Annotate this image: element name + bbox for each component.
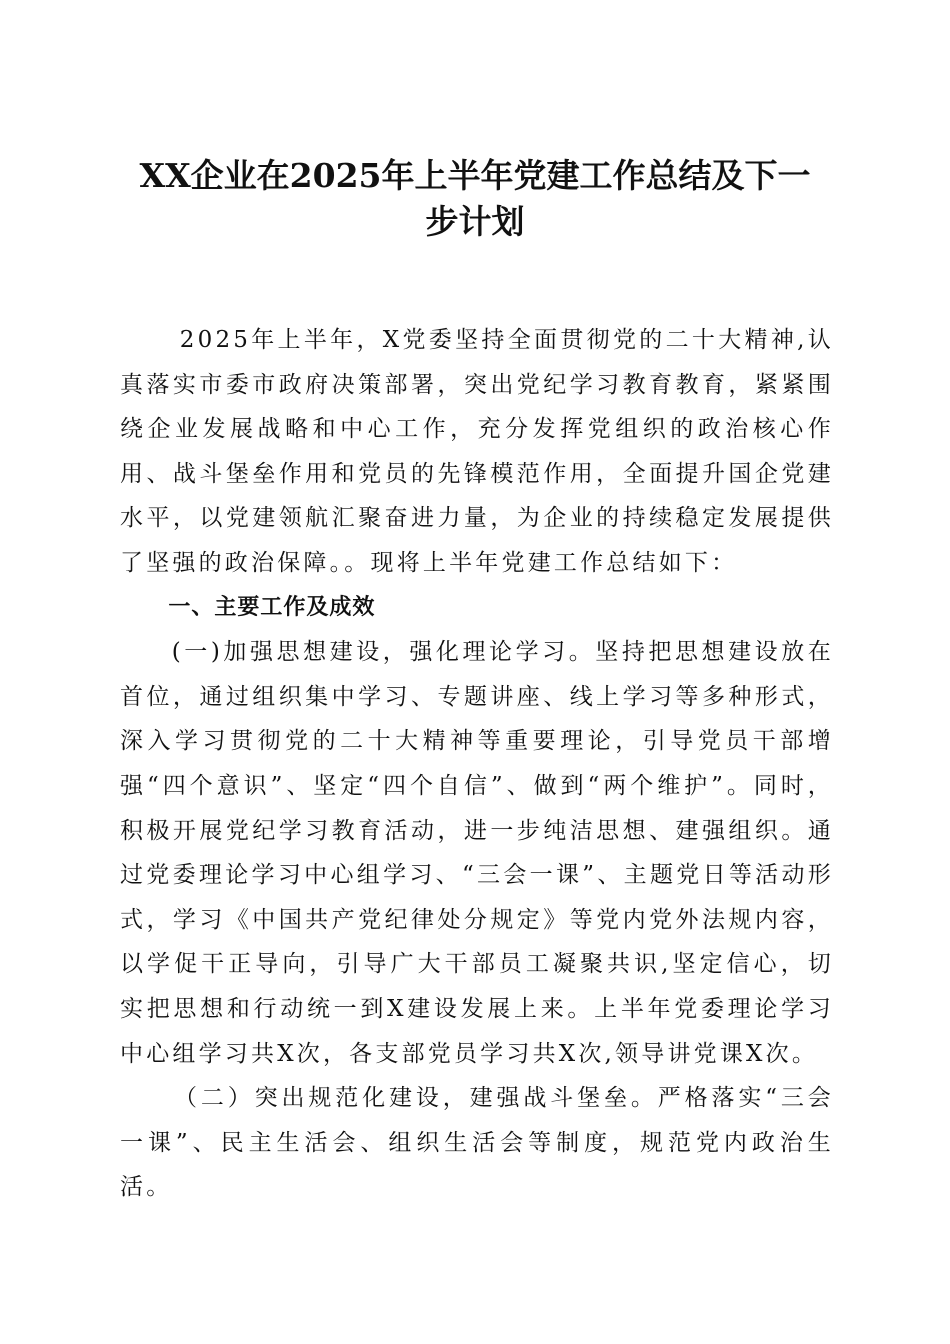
intro-paragraph: 2025年上半年，X党委坚持全面贯彻党的二十大精神,认真落实市委市政府决策部署，突出党纪学习教育教育，紧紧围绕企业发展战略和中心工作，充分发挥党组织的政治核心作用、战斗堡垒作用和党员的先锋模范作用，全面提升国企党建水平，以党建领航汇聚奋进力量，为企业的持续稳定发展提供了坚强的政治保障。。现将上半年党建工作总结如下： xyxy=(120,327,834,576)
document-body xyxy=(120,318,834,1210)
title-line-2: 步计划 xyxy=(425,202,525,241)
title-line-1: XX企业在2025年上半年党建工作总结及下一 xyxy=(139,156,811,195)
document-title xyxy=(110,153,840,245)
item-paragraph-1: (一)加强思想建设，强化理论学习。坚持把思想建设放在首位，通过组织集中学习、专题讲座、线上学习等多种形式，深入学习贯彻党的二十大精神等重要理论，引导党员干部增强“四个意识”、坚定“四个自信”、做到“两个维护”。同时，积极开展党纪学习教育活动，进一步纯洁思想、建强组织。通过党委理论学习中心组学习、“三会一课”、主题党日等活动形式，学习《中国共产党纪律处分规定》等党内党外法规内容，以学促干正导向，引导广大干部员工凝聚共识,坚定信心，切实把思想和行动统一到X建设发展上来。上半年党委理论学习中心组学习共X次，各支部党员学习共X次,领导讲党课X次。 xyxy=(120,639,834,1067)
item-paragraph-2: （二）突出规范化建设，建强战斗堡垒。严格落实“三会一课”、民主生活会、组织生活会等制度，规范党内政治生活。 xyxy=(120,1085,834,1201)
section-heading-main-work: 一、主要工作及成效 xyxy=(168,594,376,620)
